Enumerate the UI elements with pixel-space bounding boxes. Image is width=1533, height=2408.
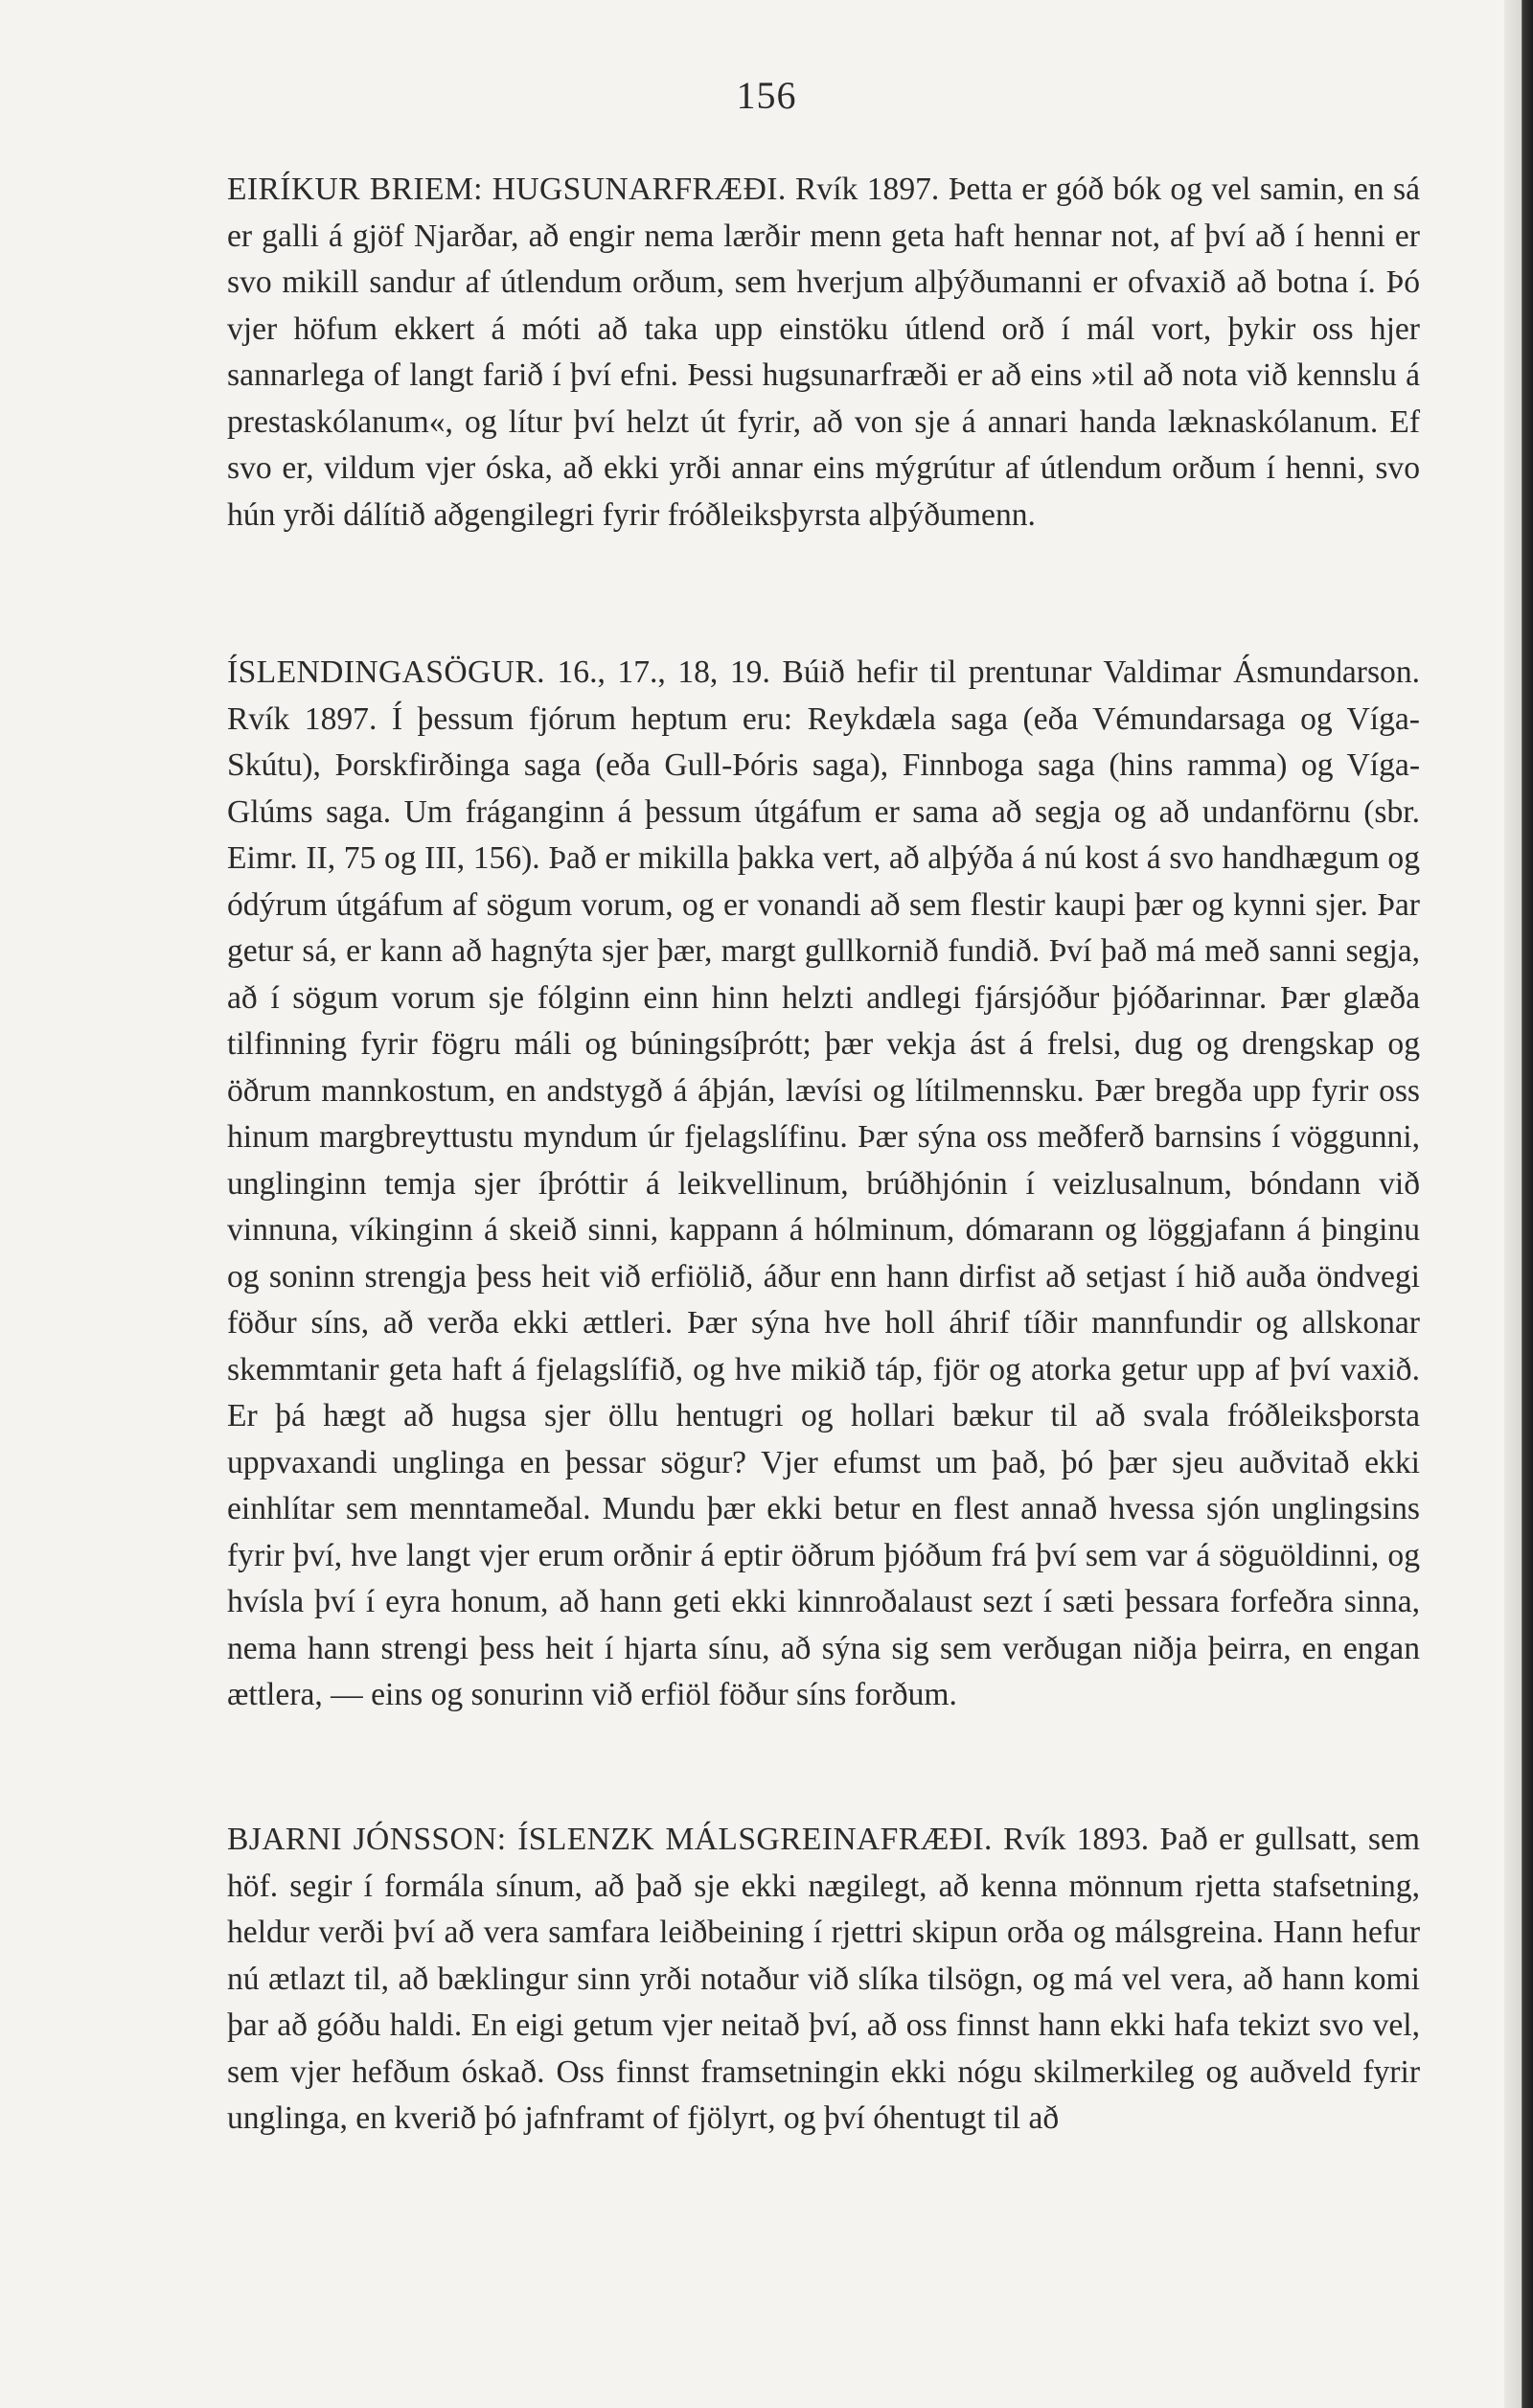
review-body: 16., 17., 18, 19. Búið hefir til prentunar Valdimar Ásmundarson. Rvík 1897. Í þessum fjórum heptum eru: Reykdæla saga (eða Vémundarsaga og Víga-Skútu), Þorskfirðinga saga (eða Gull-Þóris saga), Finnboga saga (hins ramma) og Víga-Glúms saga. Um fráganginn á þessum útgáfum er sama að segja og að undanförnu (sbr. Eimr. II, 75 og III, 156). Það er mikilla þakka vert, að alþýða á nú kost á svo handhægum og ódýrum útgáfum af sögum vorum, og er vonandi að sem flestir kaupi þær og kynni sjer. Þar getur sá, er kann að hagnýta sjer þær, margt gullkornið fundið. Því það má með sanni segja, að í sögum vorum sje fólginn einn hinn helzti andlegi fjársjóður þjóðarinnar. Þær glæða tilfinning fyrir fögru máli og búningsíþrótt; þær vekja ást á frelsi, dug og drengskap og öðrum mannkostum, en andstygð á áþján, lævísi og lítilmennsku. Þær bregða upp fyrir oss hinum margbreyttustu myndum úr fjelagslífinu. Þær sýna oss meðferð barnsins í vöggunni, unglinginn temja sjer íþróttir á leikvellinum, brúðhjónin í veizlusalnum, bóndann við vinnuna, víkinginn á skeið sinni, kappann á hólminum, dómarann og löggjafann á þinginu og soninn strengja þess heit við erfiölið, áður enn hann dirfist að setjast í hið auða öndvegi föður síns, að verða ekki ættleri. Þær sýna hve holl áhrif tíðir mannfundir og allskonar skemmtanir geta haft á fjelagslífið, og hve mikið táp, fjör og atorka getur upp af því vaxið. Er þá hægt að hugsa sjer öllu hentugri og hollari bækur til að svala fróðleiksþorsta uppvaxandi unglinga en þessar sögur? Vjer efumst um það, þó þær sjeu auðvitað ekki einhlítar sem menntameðal. Mundu þær ekki betur en flest annað hvessa sjón unglingsins fyrir því, hve langt vjer erum orðnir á eptir öðrum þjóðum frá því sem var á söguöldinni, og hvísla því í eyra honum, að hann geti ekki kinnroðalaust sezt í sæti þessara forfeðra sinna, nema hann strengi þess heit í hjarta sínu, að sýna sig sem verðugan niðja þeirra, en engan ættlera, — eins og sonurinn við erfiöl föður síns forðum. [227,654,1420,1712]
review-paragraph [227,1817,1420,2143]
review-body: Rvík 1897. Þetta er góð bók og vel samin, en sá er galli á gjöf Njarðar, að engir nema lærðir menn geta haft hennar not, af því að í henni er svo mikill sandur af útlendum orðum, sem hverjum alþýðumanni er ofvaxið að botna í. Þó vjer höfum ekkert á móti að taka upp einstöku útlend orð í mál vort, þykir oss hjer sannarlega of langt farið í því efni. Þessi hugsunarfræði er að eins »til að nota við kennslu á prestaskólanum«, og lítur því helzt út fyrir, að von sje á annari handa læknaskólanum. Ef svo er, vildum vjer óska, að ekki yrði annar eins mýgrútur af útlendum orðum í henni, svo hún yrði dálítið aðgengilegri fyrir fróðleiksþyrsta alþýðumenn. [227,172,1420,533]
review-paragraph [227,167,1420,539]
page-edge-shadow [1504,0,1533,2408]
review-heading: ÍSLENDINGASÖGUR. [227,654,545,690]
review-paragraph [227,650,1420,1719]
review-heading: BJARNI JÓNSSON: ÍSLENZK MÁLSGREINAFRÆÐI. [227,1822,993,1857]
review-eirikur-briem [227,167,1420,539]
review-heading: EIRÍKUR BRIEM: HUGSUNARFRÆÐI. [227,172,787,207]
page-number: 156 [736,74,797,117]
review-body: Rvík 1893. Það er gullsatt, sem höf. segir í formála sínum, að það sje ekki nægilegt, að kenna mönnum rjetta stafsetning, heldur verði því að vera samfara leiðbeining í rjettri skipun orða og málsgreina. Hann hefur nú ætlazt til, að bæklingur sinn yrði notaður við slíka tilsögn, og má vel vera, að hann komi þar að góðu haldi. En eigi getum vjer neitað því, að oss finnst hann ekki hafa tekizt svo vel, sem vjer hefðum óskað. Oss finnst framsetningin ekki nógu skilmerkileg og auðveld fyrir unglinga, en kverið þó jafnframt of fjölyrt, og því óhentugt til að [227,1822,1420,2136]
review-islendingasogur [227,650,1420,1719]
review-bjarni-jonsson [227,1817,1420,2143]
